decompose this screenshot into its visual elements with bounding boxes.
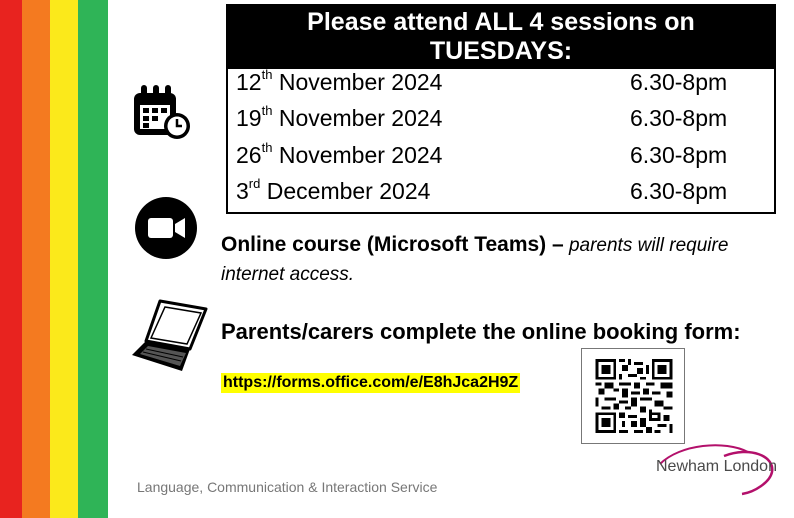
video-camera-icon bbox=[134, 196, 198, 260]
qr-code-frame bbox=[581, 348, 685, 444]
yellow-stripe bbox=[50, 0, 78, 518]
session-time: 6.30-8pm bbox=[630, 105, 728, 131]
online-course-note bbox=[221, 230, 781, 289]
booking-form-link[interactable]: https://forms.office.com/e/E8hJca2H9Z bbox=[223, 374, 519, 391]
session-time: 6.30-8pm bbox=[630, 142, 728, 168]
orange-stripe bbox=[22, 0, 50, 518]
sessions-table bbox=[226, 4, 776, 214]
calendar-clock-icon bbox=[131, 85, 193, 141]
qr-code-icon[interactable] bbox=[595, 359, 673, 433]
service-name: Language, Communication & Interaction Service bbox=[137, 479, 438, 495]
session-time: 6.30-8pm bbox=[630, 178, 728, 204]
red-stripe bbox=[0, 0, 22, 518]
session-date: 3rd December 2024 bbox=[236, 176, 431, 204]
green-stripe bbox=[78, 0, 108, 518]
session-date: 26th November 2024 bbox=[236, 140, 443, 168]
newham-london-logo bbox=[650, 442, 780, 502]
session-date: 12th November 2024 bbox=[236, 67, 443, 95]
online-course-title: Online course (Microsoft Teams) – bbox=[221, 233, 564, 256]
session-date: 19th November 2024 bbox=[236, 103, 443, 131]
sessions-header: Please attend ALL 4 sessions on TUESDAYS: bbox=[228, 6, 774, 69]
online-course-requirement: parents will require internet access. bbox=[221, 235, 729, 285]
booking-instructions: Parents/carers complete the online booking form: bbox=[221, 319, 741, 344]
logo-text: Newham London bbox=[656, 458, 777, 475]
laptop-icon bbox=[130, 297, 212, 375]
session-time: 6.30-8pm bbox=[630, 69, 728, 95]
